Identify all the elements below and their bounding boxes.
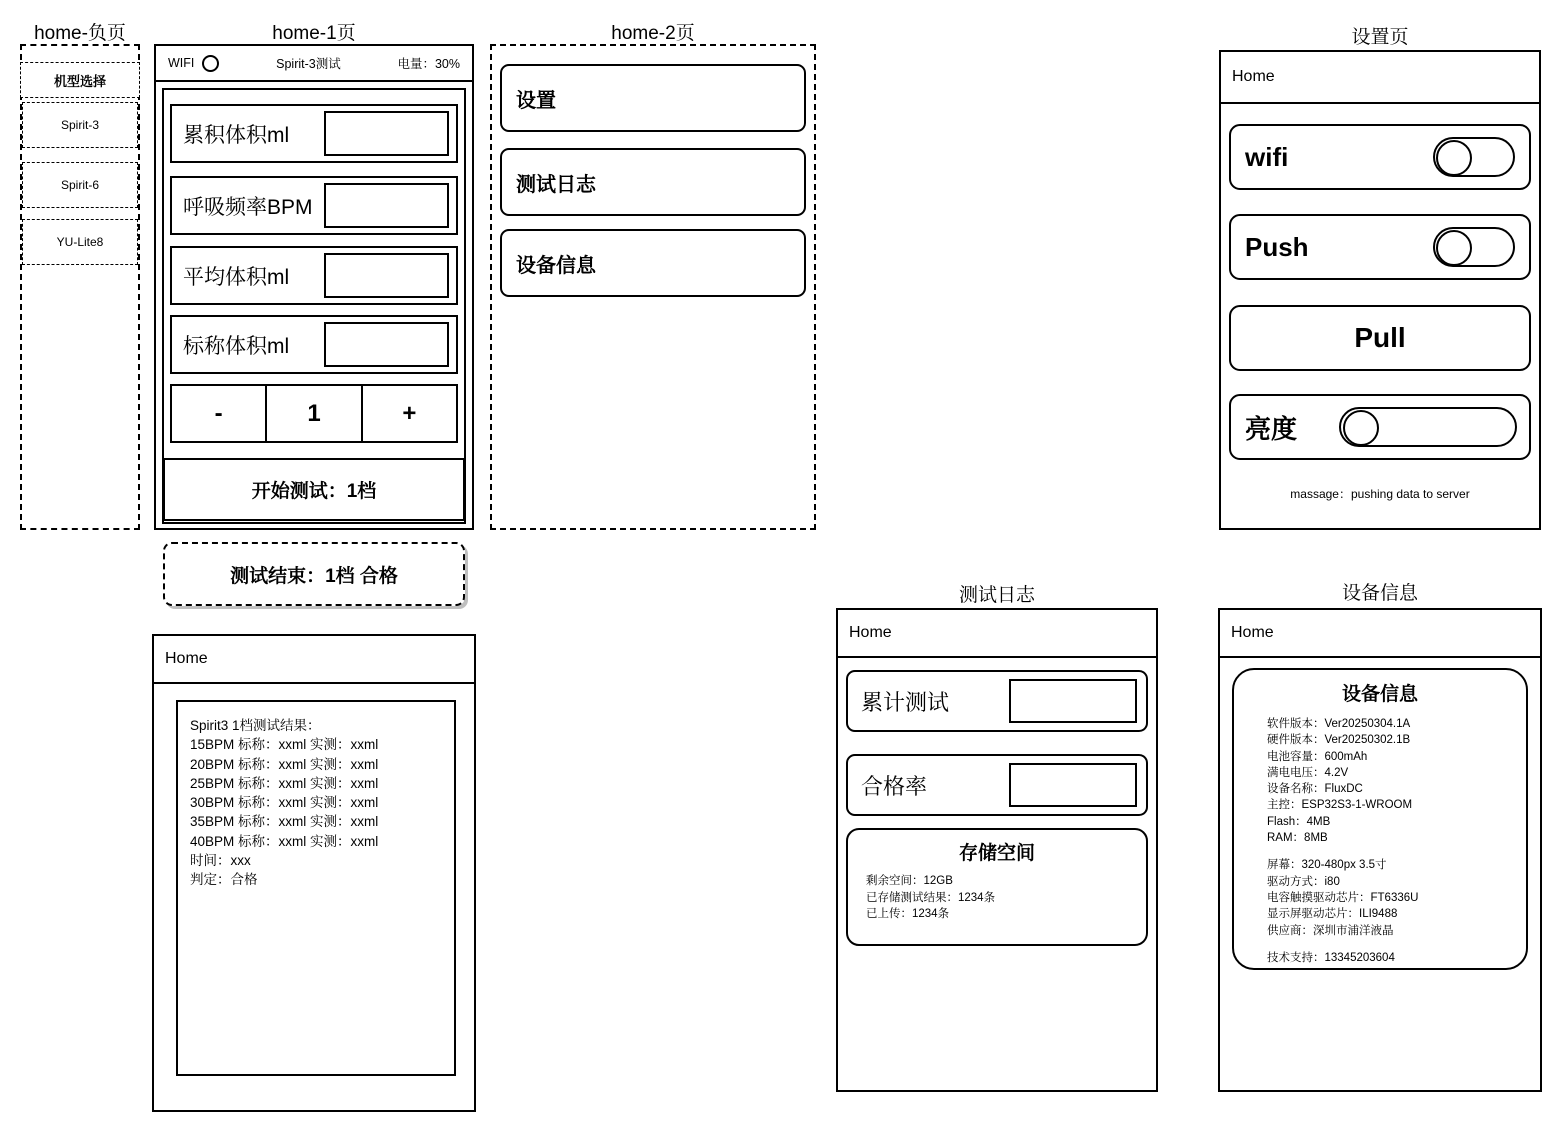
push-toggle[interactable] [1433,227,1515,267]
spacer [1234,939,1526,950]
gear-stepper [170,384,458,443]
settings-row-pull[interactable] [1229,305,1531,371]
settings-row-label: wifi [1245,141,1289,172]
log-field-label: 合格率 [861,773,928,799]
storage-card-title: 存储空间 [958,843,1035,864]
settings-row-brightness[interactable] [1229,394,1531,460]
stepper-value: 1 [267,386,362,441]
result-line: 40BPM 标称：xxml 实测：xxml [190,833,379,849]
spacer [1234,846,1526,857]
result-header [154,636,474,684]
settings-header [1221,52,1539,104]
field-nominal-volume [170,315,458,374]
field-label: 累积体积ml [183,123,290,147]
storage-line: 剩余空间：12GB [866,875,953,887]
result-line: 20BPM 标称：xxml 实测：xxml [190,756,379,772]
device-info-card-title: 设备信息 [1341,684,1418,705]
total-tests-value[interactable] [1009,679,1137,723]
stepper-minus-button[interactable]: - [172,386,267,441]
brightness-slider[interactable] [1339,407,1517,447]
model-select-label: 机型选择 [20,62,140,98]
result-line: 30BPM 标称：xxml 实测：xxml [190,795,379,811]
device-info-line: 技术支持：13345203604 [1267,951,1395,964]
settings-row-label: 亮度 [1245,413,1298,444]
device-info-line: 满电电压：4.2V [1267,766,1349,779]
panel-title-settings: 设置页 [1351,27,1409,48]
device-info-line: 供应商：深圳市浦洋液晶 [1267,924,1394,937]
status-bar-title: Spirit-3测试 [276,57,341,71]
wifi-indicator-icon [202,55,219,72]
average-volume-input[interactable] [324,253,449,298]
settings-row-wifi[interactable] [1229,124,1531,190]
slider-knob[interactable] [1343,410,1379,446]
log-field-total-tests [846,670,1148,732]
storage-line: 已存储测试结果：1234条 [866,891,996,904]
device-info-card [1232,668,1528,970]
device-info-line: 屏幕：320-480px 3.5寸 [1267,859,1387,872]
stepper-plus-button[interactable]: + [402,399,417,427]
log-header-label: Home [849,624,892,641]
menu-item-label: 设置 [516,89,556,112]
log-field-pass-rate [846,754,1148,816]
panel-title-log: 测试日志 [958,585,1035,606]
menu-item-test-log[interactable] [500,148,806,216]
breath-rate-input[interactable] [324,183,449,228]
panel-title-device: 设备信息 [1341,583,1418,604]
settings-row-push[interactable] [1229,214,1531,280]
field-label: 平均体积ml [183,265,290,289]
panel-title-home1: home-1页 [272,23,356,44]
device-info-line: 硬件版本：Ver20250302.1B [1267,734,1411,747]
result-line: 判定：合格 [190,872,258,888]
log-header [838,610,1156,658]
pass-rate-value[interactable] [1009,763,1137,807]
cumulative-volume-input[interactable] [324,111,449,156]
toggle-knob [1436,140,1472,176]
device-info-line: 主控：ESP32S3-1-WROOM [1267,799,1413,812]
log-field-label: 累计测试 [861,689,950,715]
wifi-label: WIFI [168,56,195,70]
model-option-yu-lite8[interactable]: YU-Lite8 [22,219,138,265]
menu-item-device-info[interactable] [500,229,806,297]
device-info-line: 显示屏驱动芯片：ILI9488 [1267,908,1398,921]
field-label: 呼吸频率BPM [183,195,313,219]
field-breath-rate [170,176,458,235]
storage-line: 已上传：1234条 [866,908,950,920]
device-header [1220,610,1540,658]
settings-row-label: Push [1245,231,1309,262]
field-average-volume [170,246,458,305]
device-info-line: 软件版本：Ver20250304.1A [1267,718,1411,730]
device-info-line: 电容触摸驱动芯片：FT6336U [1267,891,1419,904]
model-option-spirit-3[interactable]: Spirit-3 [22,102,138,148]
test-finished-toast: 测试结束：1档 合格 [163,542,465,606]
device-info-line: 设备名称：FluxDC [1267,783,1363,796]
storage-card [846,828,1148,946]
field-label: 标称体积ml [183,334,290,358]
menu-item-settings[interactable] [500,64,806,132]
result-line: 25BPM 标称：xxml 实测：xxml [190,775,379,791]
settings-row-label: Pull [1354,322,1406,353]
status-bar [156,46,472,82]
result-line: Spirit3 1档测试结果： [190,718,321,733]
settings-status-message: massage：pushing data to server [1290,487,1470,501]
result-text-area [176,700,456,1076]
panel-title-neg: home-负页 [34,23,126,44]
device-info-line: RAM：8MB [1267,832,1328,845]
field-cumulative-volume [170,104,458,163]
result-line: 15BPM 标称：xxml 实测：xxml [190,737,379,753]
result-header-label: Home [165,650,208,667]
device-info-line: 驱动方式：i80 [1267,875,1340,888]
device-header-label: Home [1231,624,1274,641]
model-option-spirit-6[interactable]: Spirit-6 [22,162,138,208]
result-line: 时间：xxx [190,853,251,869]
battery-label: 电量：30% [397,57,460,71]
settings-header-label: Home [1232,68,1275,85]
nominal-volume-input[interactable] [324,322,449,367]
device-info-line: Flash：4MB [1267,815,1331,828]
wifi-toggle[interactable] [1433,137,1515,177]
toggle-knob [1436,230,1472,266]
start-test-button[interactable]: 开始测试：1档 [163,458,465,521]
menu-item-label: 测试日志 [516,173,596,196]
device-info-line: 电池容量：600mAh [1267,750,1368,763]
result-line: 35BPM 标称：xxml 实测：xxml [190,814,379,830]
menu-item-label: 设备信息 [516,254,596,277]
panel-title-home2: home-2页 [611,23,695,44]
